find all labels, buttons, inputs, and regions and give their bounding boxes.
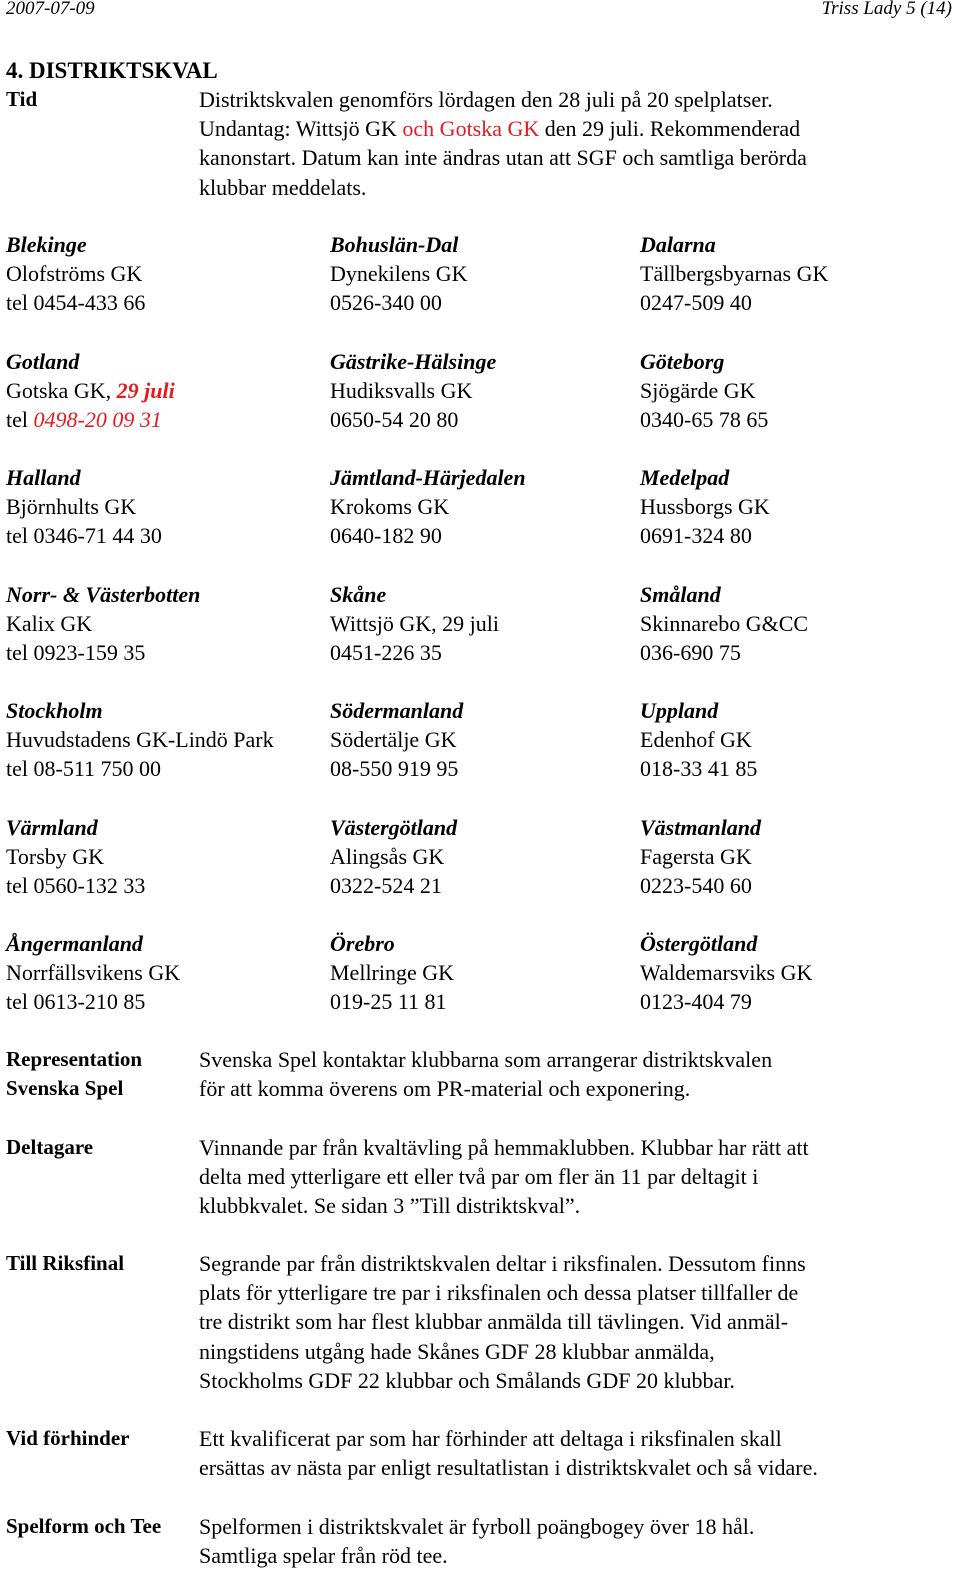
district-phone-number: 019-25 11 81 [330, 989, 447, 1015]
tid-line-2-highlight: och Gotska GK [402, 116, 540, 142]
district-phone-number: 0123-404 79 [640, 989, 752, 1015]
district-club-name: Tällbergsbyarnas GK [640, 261, 829, 287]
district-entry [640, 230, 960, 318]
district-entry [330, 929, 650, 1017]
district-phone [6, 754, 326, 783]
district-entry [640, 463, 960, 551]
district-phone-number: 08-550 919 95 [330, 756, 459, 782]
district-entry [330, 230, 650, 318]
district-phone [640, 987, 960, 1016]
tid-text [199, 85, 949, 202]
district-phone [640, 288, 960, 317]
district-phone-number: tel [6, 406, 34, 432]
riksfinal-line-5: Stockholms GDF 22 klubbar och Smålands GDF 20 klubbar. [199, 1367, 735, 1393]
representation-label-2: Svenska Spel [6, 1076, 124, 1101]
district-entry [6, 463, 326, 551]
district-entry [6, 347, 326, 435]
district-club [640, 259, 960, 288]
district-entry [640, 813, 960, 901]
district-phone-number: 0247-509 40 [640, 290, 752, 316]
deltagare-line-3: klubbkvalet. Se sidan 3 ”Till distriktskval”. [199, 1193, 581, 1219]
district-phone-number: tel 0454-433 66 [6, 290, 146, 316]
district-entry [6, 230, 326, 318]
district-phone-number: 0322-524 21 [330, 872, 442, 898]
district-entry [640, 347, 960, 435]
district-club-name: Krokoms GK [330, 494, 450, 520]
district-name: Värmland [6, 814, 98, 840]
district-entry [330, 347, 650, 435]
district-phone [640, 871, 960, 900]
district-phone-number: 018-33 41 85 [640, 756, 758, 782]
district-club [330, 492, 650, 521]
district-phone-number: tel 08-511 750 00 [6, 756, 161, 782]
district-name: Småland [640, 581, 721, 607]
forhinder-text [199, 1424, 949, 1482]
district-club-name: Waldemarsviks GK [640, 960, 813, 986]
district-club-name: Wittsjö GK, 29 juli [330, 610, 500, 636]
district-club-name: Dynekilens GK [330, 261, 468, 287]
district-name: Blekinge [6, 232, 87, 257]
district-club [330, 725, 650, 754]
district-entry [640, 929, 960, 1017]
riksfinal-label: Till Riksfinal [6, 1251, 125, 1275]
district-club [6, 842, 326, 871]
tid-line-3: kanonstart. Datum kan inte ändras utan att SGF och samtliga berörda [199, 145, 807, 171]
spelform-line-2: Samtliga spelar från röd tee. [199, 1543, 448, 1569]
district-club [6, 609, 326, 638]
tid-line-2-a: Undantag: Wittsjö GK [199, 116, 403, 142]
district-phone [330, 754, 650, 783]
district-name: Gotland [6, 348, 80, 374]
spelform-line-1: Spelformen i distriktskvalet är fyrboll poängbogey över 18 hål. [199, 1514, 755, 1539]
district-club-name: Hudiksvalls GK [330, 377, 473, 403]
riksfinal-line-4: ningstidens utgång hade Skånes GDF 28 klubbar anmälda, [199, 1338, 715, 1364]
district-club-name: Norrfällsvikens GK [6, 960, 181, 986]
district-phone-number: 0691-324 80 [640, 523, 752, 549]
district-club-name: Edenhof GK [640, 727, 752, 753]
district-club [640, 609, 960, 638]
representation-text [199, 1045, 949, 1103]
tid-line-2 [199, 114, 949, 143]
district-name: Uppland [640, 698, 719, 723]
district-name: Östergötland [640, 931, 758, 956]
district-phone [6, 638, 326, 667]
forhinder-label: Vid förhinder [6, 1426, 130, 1450]
district-club-name: Gotska GK, [6, 377, 117, 403]
district-club [330, 958, 650, 987]
riksfinal-line-3: tre distrikt som har flest klubbar anmälda till tävlingen. Vid anmäl- [199, 1309, 789, 1335]
district-entry [330, 580, 650, 668]
district-club [640, 958, 960, 987]
district-phone [330, 405, 650, 434]
district-phone [330, 521, 650, 550]
district-entry [640, 580, 960, 668]
district-club-name: Mellringe GK [330, 960, 455, 986]
riksfinal-text [199, 1249, 949, 1395]
district-club-name: Huvudstadens GK-Lindö Park [6, 727, 274, 753]
district-club-name: Björnhults GK [6, 494, 137, 520]
district-phone-number: 0650-54 20 80 [330, 406, 459, 432]
district-club [330, 609, 650, 638]
spelform-label: Spelform och Tee [6, 1514, 162, 1538]
district-club [330, 376, 650, 405]
tid-line-4: klubbar meddelats. [199, 174, 367, 200]
district-club-name: Hussborgs GK [640, 494, 770, 520]
district-club-name: Torsby GK [6, 843, 105, 869]
district-entry [640, 696, 960, 784]
district-club [6, 492, 326, 521]
header-doc-ref: Triss Lady 5 (14) [821, 0, 952, 19]
deltagare-label: Deltagare [6, 1135, 94, 1159]
representation-label-1: Representation [6, 1047, 143, 1071]
district-club-name: Fagersta GK [640, 843, 752, 869]
district-phone-number: tel 0613-210 85 [6, 989, 146, 1015]
district-club [330, 842, 650, 871]
district-phone [640, 521, 960, 550]
district-club-name: Olofströms GK [6, 261, 143, 287]
tid-line-2-b: den 29 juli. Rekommenderad [539, 116, 801, 142]
district-club [6, 725, 326, 754]
district-phone [6, 521, 326, 550]
district-name: Södermanland [330, 698, 464, 723]
district-club-name: Sjögärde GK [640, 377, 756, 403]
district-phone-number: tel 0560-132 33 [6, 872, 146, 898]
district-phone [6, 871, 326, 900]
section-title: 4. DISTRIKTSKVAL [6, 58, 218, 83]
district-phone-number: 0451-226 35 [330, 639, 442, 665]
district-club-name: Kalix GK [6, 610, 93, 636]
header-date: 2007-07-09 [6, 0, 95, 19]
deltagare-line-2: delta med ytterligare ett eller två par om fler än 11 par deltagit i [199, 1164, 759, 1190]
district-name: Medelpad [640, 465, 730, 490]
district-club [6, 958, 326, 987]
district-name: Stockholm [6, 698, 103, 723]
district-phone [330, 871, 650, 900]
district-phone-number: tel 0923-159 35 [6, 639, 146, 665]
tid-label: Tid [6, 87, 38, 111]
district-club [640, 376, 960, 405]
forhinder-line-2: ersättas av nästa par enligt resultatlistan i distriktskvalet och så vidare. [199, 1455, 818, 1481]
district-name: Västergötland [330, 814, 458, 840]
district-club-date: 29 juli [116, 377, 175, 403]
district-phone-highlight: 0498-20 09 31 [33, 406, 162, 432]
district-name: Skåne [330, 581, 387, 607]
district-phone [330, 638, 650, 667]
district-entry [6, 696, 326, 784]
district-entry [6, 813, 326, 901]
district-club [330, 259, 650, 288]
district-name: Halland [6, 465, 81, 490]
district-name: Göteborg [640, 348, 725, 374]
district-name: Norr- & Västerbotten [6, 581, 201, 607]
representation-line-1: Svenska Spel kontaktar klubbarna som arrangerar distriktskvalen [199, 1047, 773, 1072]
district-phone-number: 0640-182 90 [330, 523, 442, 549]
district-phone-number: 0223-540 60 [640, 872, 752, 898]
representation-label [6, 1045, 196, 1103]
district-entry [330, 463, 650, 551]
district-phone-number: 0340-65 78 65 [640, 406, 769, 432]
district-phone [640, 405, 960, 434]
district-phone [6, 405, 326, 434]
district-phone-number: 036-690 75 [640, 639, 741, 665]
tid-line-1: Distriktskvalen genomförs lördagen den 28 juli på 20 spelplatser. [199, 87, 773, 112]
district-club-name: Skinnarebo G&CC [640, 610, 809, 636]
district-phone [640, 754, 960, 783]
district-entry [330, 696, 650, 784]
forhinder-line-1: Ett kvalificerat par som har förhinder att deltaga i riksfinalen skall [199, 1426, 782, 1451]
district-club-name: Södertälje GK [330, 727, 457, 753]
district-phone [330, 987, 650, 1016]
district-entry [6, 580, 326, 668]
district-name: Dalarna [640, 232, 716, 257]
district-phone-number: tel 0346-71 44 30 [6, 523, 162, 549]
district-name: Gästrike-Hälsinge [330, 348, 497, 374]
district-phone [6, 987, 326, 1016]
district-club [640, 842, 960, 871]
district-name: Jämtland-Härjedalen [330, 465, 526, 490]
district-phone [6, 288, 326, 317]
district-club [6, 259, 326, 288]
district-club [640, 725, 960, 754]
representation-line-2: för att komma överens om PR-material och exponering. [199, 1076, 691, 1102]
district-club [6, 376, 326, 405]
district-name: Örebro [330, 931, 395, 956]
district-name: Bohuslän-Dal [330, 232, 459, 257]
district-name: Västmanland [640, 814, 762, 840]
district-phone [330, 288, 650, 317]
spelform-text [199, 1512, 949, 1570]
district-phone-number: 0526-340 00 [330, 290, 442, 316]
district-entry [6, 929, 326, 1017]
district-club-name: Alingsås GK [330, 843, 445, 869]
deltagare-line-1: Vinnande par från kvaltävling på hemmaklubben. Klubbar har rätt att [199, 1135, 809, 1160]
district-entry [330, 813, 650, 901]
district-phone [640, 638, 960, 667]
riksfinal-line-2: plats för ytterligare tre par i riksfinalen och dessa platser tillfaller de [199, 1280, 799, 1306]
district-club [640, 492, 960, 521]
riksfinal-line-1: Segrande par från distriktskvalen deltar i riksfinalen. Dessutom finns [199, 1251, 806, 1276]
district-name: Ångermanland [6, 931, 143, 956]
deltagare-text [199, 1133, 949, 1221]
